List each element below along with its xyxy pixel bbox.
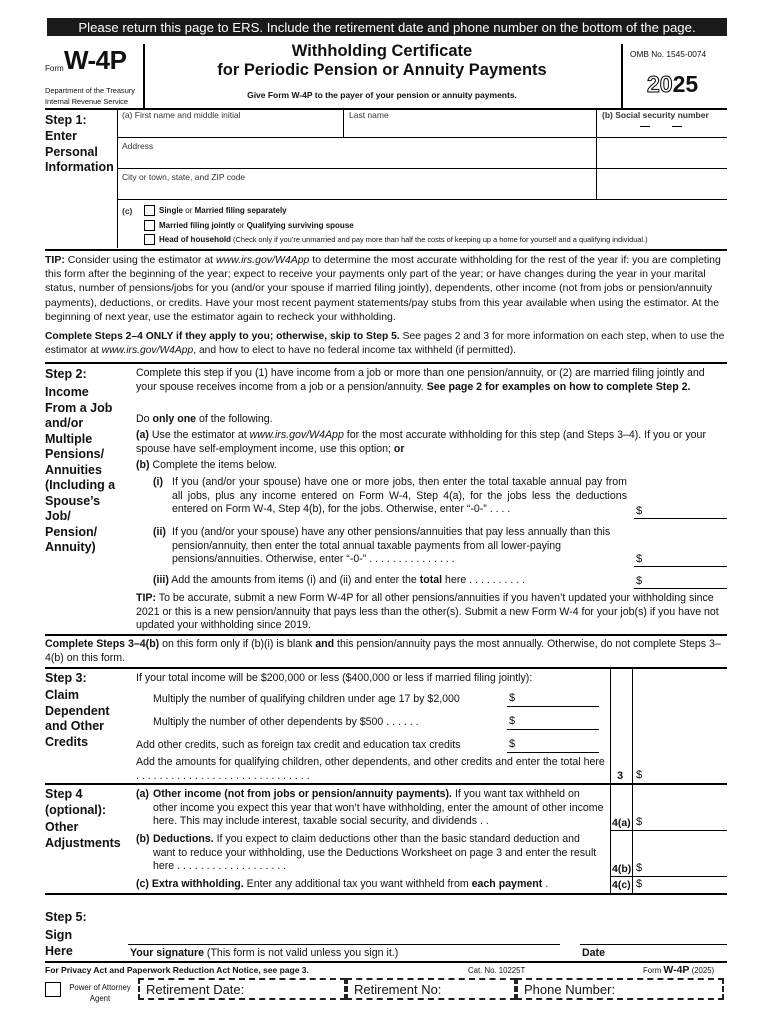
step2-i-text: If you (and/or your spouse) have one or more jobs, then enter the total taxable annual pay from all jobs, plus any income entered on Form W-4, Step 4(a), for the jobs less the deductions entered on Form W-4, Step 4(b), for the jobs. Otherwise, enter “-0-” . . . .: [172, 476, 627, 516]
step3-total-input[interactable]: [646, 768, 726, 781]
city-label: City or town, state, and ZIP code: [122, 172, 246, 182]
step2-iii-dollar: $: [636, 575, 643, 587]
step2-i-input[interactable]: [646, 504, 726, 517]
other-credits-input[interactable]: [518, 738, 598, 751]
date-input[interactable]: [582, 926, 722, 943]
date-label: Date: [582, 947, 605, 959]
step4b-label: (b): [136, 833, 150, 845]
step5-title: Sign Here: [45, 928, 73, 958]
retirement-no-field[interactable]: [346, 978, 516, 1000]
tax-year: 2025: [647, 71, 699, 97]
poa-checkbox[interactable]: [45, 982, 61, 997]
step3-children-dollar: $: [509, 692, 516, 704]
complete-steps-3-4-note: Complete Steps 3–4(b) on this form only if (b)(i) is blank and this pension/annuity pays the most annually. Otherwise, do not complete Steps 3–4(b) on this form.: [45, 638, 721, 664]
omb-number: OMB No. 1545-0074: [630, 49, 707, 59]
step2-i-dollar: $: [636, 505, 643, 517]
line-4a-number: 4(a): [612, 817, 631, 829]
filing-option-single[interactable]: Single or Married filing separately: [144, 204, 648, 219]
complete-steps-note: Complete Steps 2–4 ONLY if they apply to you; otherwise, skip to Step 5. See pages 2 and 3 for more information on each step, when to use the estimator at www.irs.gov/W4App, and how to elect to have no federal income tax withheld (if permitted).: [45, 331, 725, 356]
retirement-date-field[interactable]: [138, 978, 346, 1000]
form-name: W-4P: [64, 45, 127, 75]
signature-label: Your signature (This form is not valid unless you sign it.): [130, 947, 399, 959]
step3-total-dollar: $: [636, 769, 643, 781]
step2-iii-input[interactable]: [646, 574, 726, 587]
give-instruction: Give Form W-4P to the payer of your pension or annuity payments.: [247, 90, 517, 100]
first-name-input[interactable]: [122, 123, 340, 136]
step3-children: Multiply the number of qualifying children under age 17 by $2,000: [153, 693, 460, 705]
step1-title: Enter Personal Information: [45, 129, 114, 174]
step2-tip: TIP: To be accurate, submit a new Form W-4P for all other pensions/annuities if you haven’t updated your withholding since 2021 or this is a new pension/annuity that pays less than the other(s). Submit a new Form W-4 for your job(s) if you have not updated your withholding since 2019.: [136, 592, 719, 632]
step2-ii-text: If you (and/or your spouse) have any other pensions/annuities that pay less annually than this pension/annuity, then enter the total annual taxable payments from all lower-paying pensions/annuities. Otherwise, enter “-0-” . . . . . . . . . . . . . . .: [172, 526, 611, 566]
line-4c-number: 4(c): [612, 879, 631, 891]
step4c-dollar: $: [636, 878, 643, 890]
hoh-checkbox[interactable]: [144, 234, 155, 245]
step2-ii-input[interactable]: [646, 552, 726, 565]
form-word: Form: [45, 64, 64, 73]
poa-label: Power of Attorney Agent: [69, 983, 131, 1003]
address-input[interactable]: [122, 153, 592, 166]
form-title-line1: Withholding Certificate: [291, 42, 473, 60]
tip-estimator: TIP: Consider using the estimator at www.irs.gov/W4App to determine the most accurate withholding for the rest of the year if: you are completing this form after the beginning of the year; expect to receive your payments only part of the year; or have changes during the year in your marital status, number of pensions/jobs for you (and/or your spouse if married filing jointly), dependents, other income (not from jobs or pension/annuity payments), deductions, or credits. Have your most recent payment statements/pay stubs from this year available when using the estimator. At the beginning of next year, use the estimator again to recheck your withholding.: [45, 254, 721, 323]
catalog-number: Cat. No. 10225T: [468, 966, 526, 975]
step3-credits: Add other credits, such as foreign tax credit and education tax credits: [136, 739, 461, 751]
address-label: Address: [122, 141, 154, 151]
step4-label: Step 4 (optional):: [45, 787, 107, 817]
step1-label: Step 1:: [45, 113, 87, 127]
filing-status-label: (c): [122, 206, 133, 216]
step4b-dollar: $: [636, 862, 643, 874]
step2-label: Step 2:: [45, 367, 87, 381]
step2-option-a: (a) Use the estimator at www.irs.gov/W4App for the most accurate withholding for this step (and Steps 3–4). If you or your spouse have self-employment income, use this option; or: [136, 429, 706, 455]
step3-other: Multiply the number of other dependents by $500 . . . . . .: [153, 716, 419, 728]
last-name-label: Last name: [349, 110, 389, 120]
irs-name: Internal Revenue Service: [45, 97, 128, 106]
city-input[interactable]: [122, 184, 592, 197]
step2-intro: Complete this step if you (1) have income from a job or more than one pension/annuity, or (2) are married filing jointly and your spouse receives income from a job or a pension/annuity. See page 2 for examples on how to complete Step 2.: [136, 367, 705, 393]
step3-label: Step 3:: [45, 671, 87, 685]
step3-title: Claim Dependent and Other Credits: [45, 688, 110, 749]
form-title-line2: for Periodic Pension or Annuity Payments: [217, 61, 547, 79]
phone-number-label: Phone Number:: [524, 982, 616, 997]
step2-title: Income From a Job and/or Multiple Pensions/ Annuities (Including a Spouse’s Job/ Pension/ Annuity): [45, 385, 116, 554]
step5-label: Step 5:: [45, 910, 87, 924]
deductions-input[interactable]: [646, 862, 726, 875]
ers-banner: Please return this page to ERS. Include the retirement date and phone number on the bottom of the page.: [47, 18, 727, 36]
step4c-text: (c) Extra withholding. Enter any additional tax you want withheld from each payment .: [136, 878, 549, 890]
step4a-label: (a): [136, 788, 149, 800]
step2-iii: (iii) Add the amounts from items (i) and (ii) and enter the total here . . . . . . . . . .: [153, 574, 526, 586]
other-income-input[interactable]: [646, 816, 726, 829]
privacy-notice: For Privacy Act and Paperwork Reduction Act Notice, see page 3.: [45, 965, 309, 975]
children-amount-input[interactable]: [518, 692, 598, 705]
last-name-input[interactable]: [349, 123, 592, 136]
phone-number-field[interactable]: [516, 978, 724, 1000]
step3-intro: If your total income will be $200,000 or less ($400,000 or less if married filing jointly):: [136, 672, 533, 684]
filing-option-hoh[interactable]: Head of household (Check only if you’re unmarried and pay more than half the costs of keeping up a home for yourself and a qualifying individual.): [144, 233, 648, 248]
step2-ii-label: (ii): [153, 526, 166, 538]
filing-option-married[interactable]: Married filing jointly or Qualifying surviving spouse: [144, 219, 648, 234]
step3-credits-dollar: $: [509, 738, 516, 750]
ssn-input[interactable]: [602, 123, 722, 136]
other-dependents-input[interactable]: [518, 715, 598, 728]
single-checkbox[interactable]: [144, 205, 155, 216]
extra-withholding-input[interactable]: [646, 878, 726, 891]
step4a-dollar: $: [636, 816, 643, 828]
line-4b-number: 4(b): [612, 863, 632, 875]
step2-ii-dollar: $: [636, 553, 643, 565]
first-name-label: (a) First name and middle initial: [122, 110, 241, 120]
department: Department of the Treasury: [45, 86, 135, 95]
filing-status-options: [144, 204, 648, 248]
step2-do-only: Do only one of the following.: [136, 413, 273, 425]
retirement-no-label: Retirement No:: [354, 982, 442, 997]
step4-title: Other Adjustments: [45, 820, 121, 850]
step4a-text: Other income (not from jobs or pension/annuity payments). If you want tax withheld on other income you expect this year that won’t have withholding, enter the amount of other income here. This may include interest, taxable social security, and dividends . .: [153, 788, 604, 828]
step2-option-b: (b) Complete the items below.: [136, 459, 277, 471]
step3-other-dollar: $: [509, 715, 516, 727]
step4b-text: Deductions. If you expect to claim deductions other than the basic standard deduction and want to reduce your withholding, use the Deductions Worksheet on page 3 and enter the result here . . . . . . . . . . . . . . . . . . .: [153, 833, 597, 873]
line-3-number: 3: [617, 770, 624, 782]
step3-total: Add the amounts for qualifying children, other dependents, and other credits and enter the total here . . . . . . . . . . . . . . . . . . . . . . . . . . . . . .: [136, 756, 605, 782]
footer-form-name: Form W-4P (2025): [643, 964, 715, 976]
signature-input[interactable]: [128, 926, 560, 943]
ssn-label: (b) Social security number: [602, 110, 709, 120]
married-checkbox[interactable]: [144, 220, 155, 231]
retirement-date-label: Retirement Date:: [146, 982, 245, 997]
step2-i-label: (i): [153, 476, 163, 488]
